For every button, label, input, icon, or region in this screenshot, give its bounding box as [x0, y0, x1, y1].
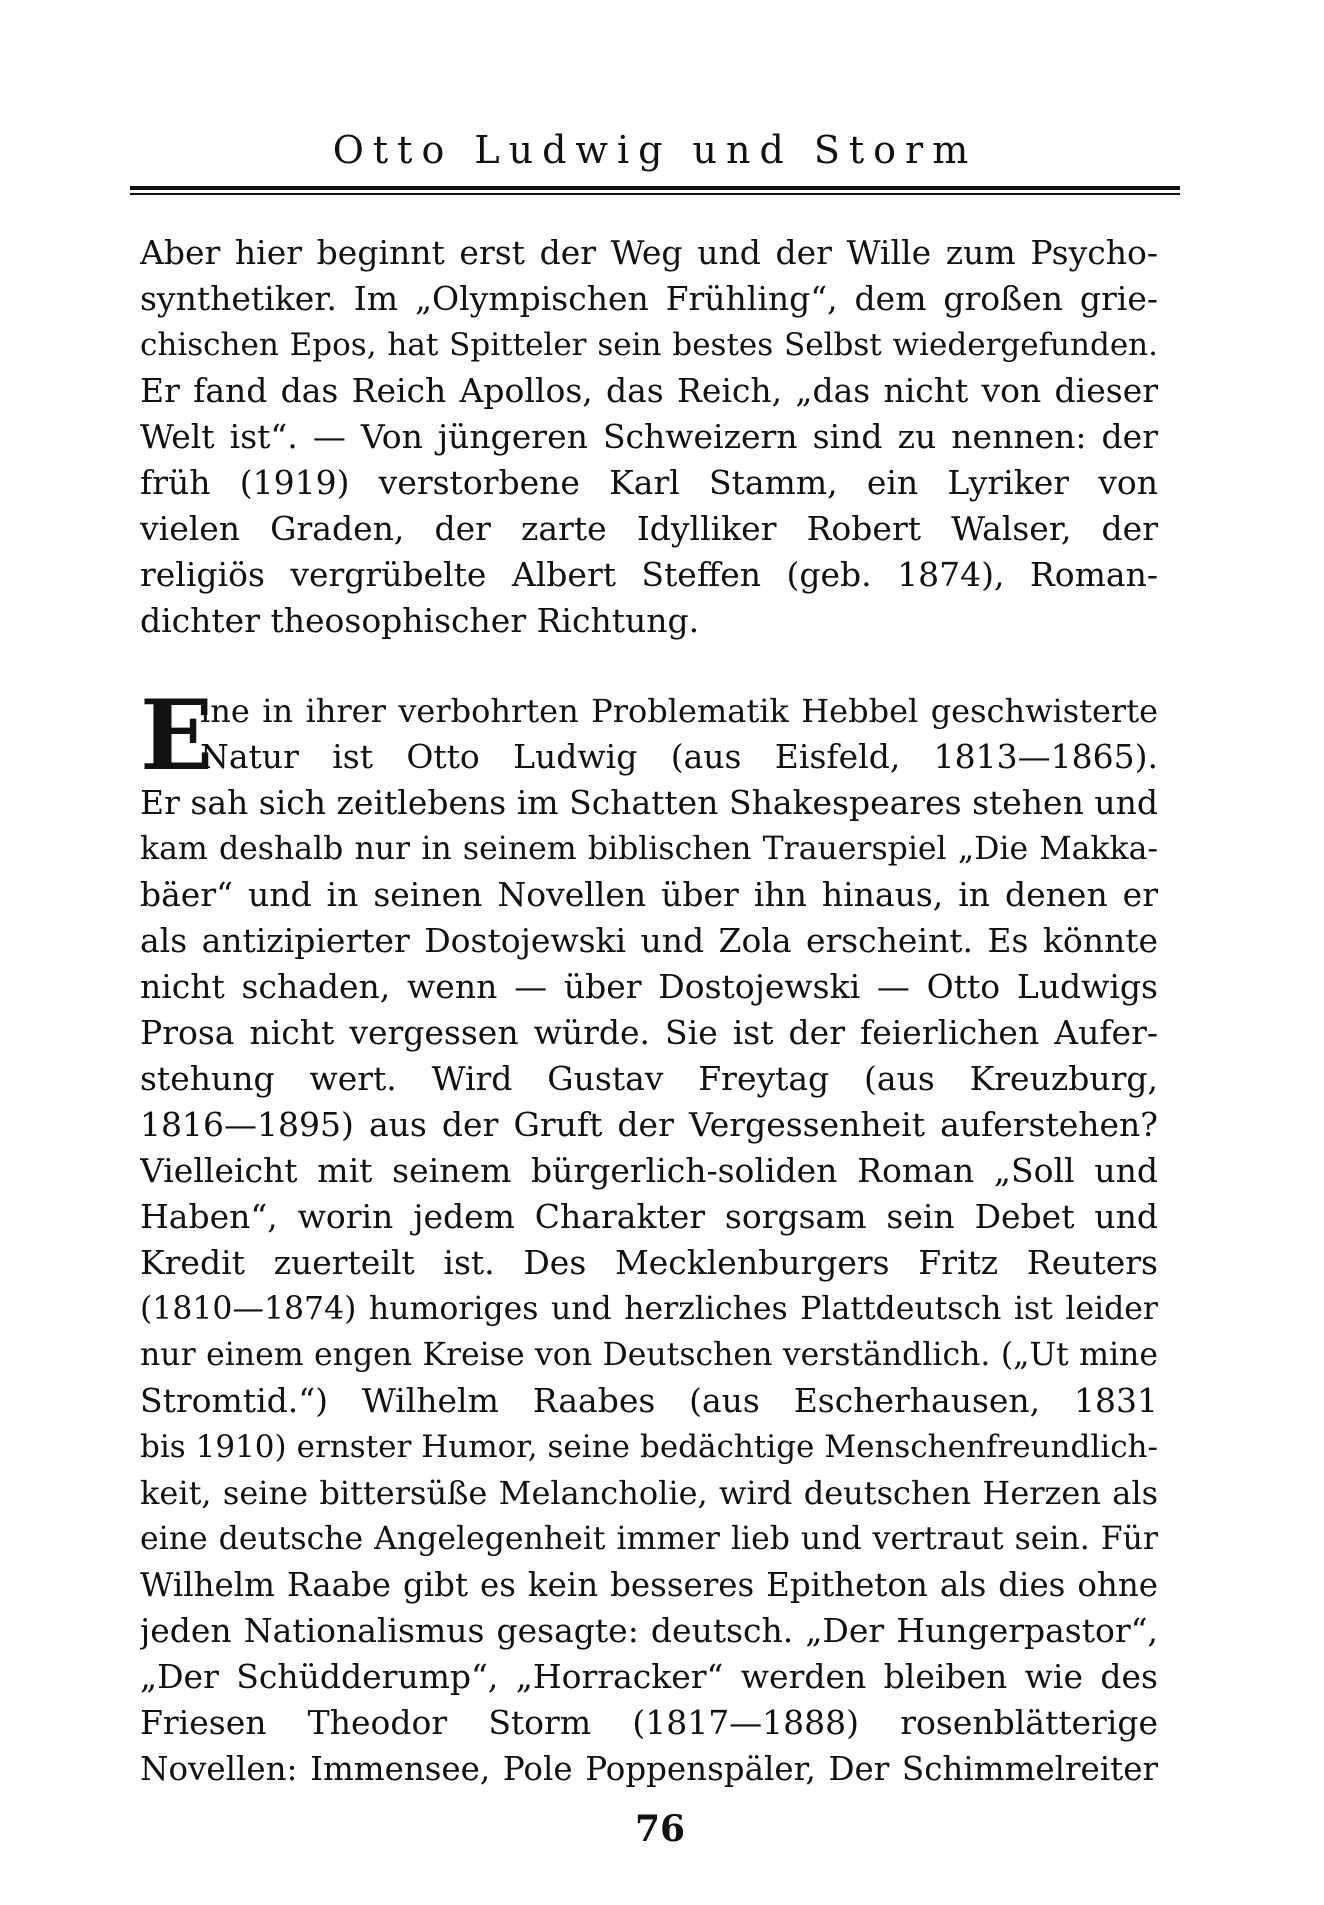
paragraph2-line: „Der Schüdderump“, „Horracker“ werden bleiben wie des [140, 1657, 1158, 1696]
header-rule-thin [130, 193, 1180, 195]
paragraph2-line: Friesen Theodor Storm (1817—1888) rosenblätterige [140, 1703, 1158, 1742]
paragraph1-line: dichter theosophischer Richtung. [140, 601, 700, 640]
paragraph2-line: jeden Nationalismus gesagte: deutsch. „Der Hungerpastor“, [140, 1611, 1158, 1650]
paragraph2-line: Novellen: Immensee, Pole Poppenspäler, Der Schimmelreiter [140, 1750, 1158, 1788]
paragraph2-line: (1810—1874) humoriges und herzliches Plattdeutsch ist leider [140, 1291, 1158, 1327]
paragraph1-line: chischen Epos, hat Spitteler sein bestes Selbst wiedergefunden. [140, 327, 1158, 363]
page-number: 76 [634, 1808, 686, 1850]
paragraph2-line: Er sah sich zeitlebens im Schatten Shakespeares stehen und [140, 783, 1158, 822]
paragraph2-line: Wilhelm Raabe gibt es kein besseres Epitheton als dies ohne [140, 1566, 1158, 1604]
paragraph1-line: Er fand das Reich Apollos, das Reich, „das nicht von dieser [140, 371, 1158, 410]
paragraph2-line: ine in ihrer verbohrten Problematik Hebbel geschwisterte [200, 692, 1158, 730]
paragraph2-line: 1816—1895) aus der Gruft der Vergessenheit auferstehen? [140, 1105, 1158, 1144]
paragraph1-line: Welt ist“. — Von jüngeren Schweizern sind zu nennen: der [140, 417, 1158, 456]
paragraph2-line: nicht schaden, wenn — über Dostojewski — Otto Ludwigs [140, 967, 1158, 1006]
paragraph2-line: Natur ist Otto Ludwig (aus Eisfeld, 1813—1865). [200, 737, 1158, 776]
drop-cap: E [140, 679, 214, 792]
paragraph2-line: kam deshalb nur in seinem biblischen Trauerspiel „Die Makka- [140, 831, 1158, 867]
paragraph1-line: vielen Graden, der zarte Idylliker Robert Walser, der [140, 509, 1158, 548]
header-rule-thick [130, 186, 1180, 190]
paragraph2-line: bäer“ und in seinen Novellen über ihn hinaus, in denen er [140, 875, 1158, 914]
running-header-title: Otto Ludwig und Storm [332, 128, 978, 172]
paragraph2-line: keit, seine bittersüße Melancholie, wird deutschen Herzen als [140, 1474, 1158, 1512]
paragraph2-line: Vielleicht mit seinem bürgerlich-soliden Roman „Soll und [140, 1151, 1158, 1190]
paragraph1-line: Aber hier beginnt erst der Weg und der Wille zum Psycho- [140, 233, 1158, 272]
paragraph2-line: Haben“, worin jedem Charakter sorgsam sein Debet und [140, 1197, 1158, 1236]
paragraph2-line: Stromtid.“) Wilhelm Raabes (aus Escherhausen, 1831 [140, 1381, 1158, 1420]
paragraph2-line: nur einem engen Kreise von Deutschen verständlich. („Ut mine [140, 1337, 1158, 1373]
paragraph1-line: synthetiker. Im „Olympischen Frühling“, dem großen grie- [140, 279, 1158, 318]
paragraph2-line: Kredit zuerteilt ist. Des Mecklenburgers Fritz Reuters [140, 1243, 1158, 1282]
paragraph1-line: früh (1919) verstorbene Karl Stamm, ein Lyriker von [140, 463, 1158, 502]
paragraph2-line: stehung wert. Wird Gustav Freytag (aus Kreuzburg, [140, 1059, 1158, 1098]
paragraph2-line: Prosa nicht vergessen würde. Sie ist der feierlichen Aufer- [140, 1013, 1158, 1052]
paragraph1-line: religiös vergrübelte Albert Steffen (geb. 1874), Roman- [140, 555, 1158, 594]
paragraph2-line: bis 1910) ernster Humor, seine bedächtige Menschenfreundlich- [140, 1429, 1158, 1465]
paragraph2-line: eine deutsche Angelegenheit immer lieb und vertraut sein. Für [140, 1521, 1158, 1557]
paragraph2-line: als antizipierter Dostojewski und Zola erscheint. Es könnte [140, 921, 1158, 960]
